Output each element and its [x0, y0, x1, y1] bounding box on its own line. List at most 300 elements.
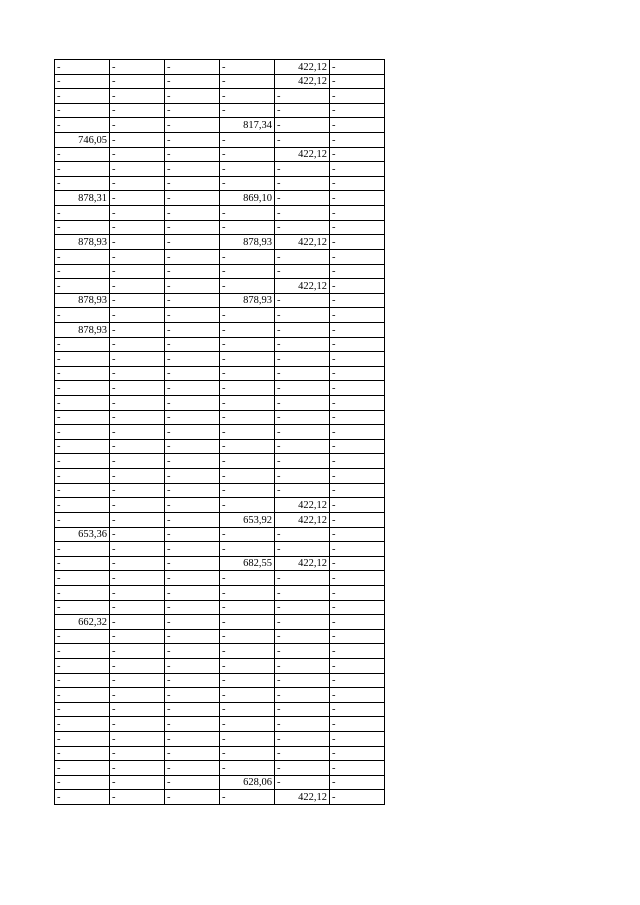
table-cell: -	[55, 103, 110, 118]
table-row	[55, 746, 385, 761]
table-cell: -	[165, 585, 220, 600]
table-cell: -	[220, 410, 275, 425]
table-cell: -	[110, 176, 165, 191]
table-row	[55, 162, 385, 177]
table-cell: -	[330, 498, 385, 513]
table-cell: -	[330, 761, 385, 776]
table-row	[55, 425, 385, 440]
table-cell: -	[165, 673, 220, 688]
table-cell: -	[330, 410, 385, 425]
table-cell: -	[165, 512, 220, 527]
table-cell: -	[165, 498, 220, 513]
table-cell: -	[110, 600, 165, 615]
table-cell: -	[165, 702, 220, 717]
table-cell: -	[55, 396, 110, 411]
table-cell: -	[220, 381, 275, 396]
table-row	[55, 658, 385, 673]
table-cell: -	[55, 469, 110, 484]
table-cell: -	[110, 322, 165, 337]
table-cell: -	[275, 702, 330, 717]
table-cell: -	[110, 206, 165, 221]
table-cell: 422,12	[275, 147, 330, 162]
table-cell: -	[275, 249, 330, 264]
table-cell: -	[165, 790, 220, 805]
table-cell: -	[330, 249, 385, 264]
table-cell: -	[55, 352, 110, 367]
table-cell: 422,12	[275, 512, 330, 527]
table-cell: -	[55, 585, 110, 600]
table-cell: -	[220, 220, 275, 235]
table-cell: -	[165, 293, 220, 308]
table-cell: -	[220, 308, 275, 323]
table-cell: -	[220, 352, 275, 367]
table-cell: -	[165, 279, 220, 294]
table-cell: -	[330, 176, 385, 191]
table-row	[55, 585, 385, 600]
table-cell: -	[330, 542, 385, 557]
table-cell: -	[55, 366, 110, 381]
table-row	[55, 147, 385, 162]
table-cell: -	[220, 746, 275, 761]
table-cell: -	[330, 396, 385, 411]
table-cell: -	[330, 512, 385, 527]
table-cell: -	[55, 498, 110, 513]
table-cell: 746,05	[55, 133, 110, 148]
table-cell: -	[165, 220, 220, 235]
table-cell: -	[330, 191, 385, 206]
table-row	[55, 103, 385, 118]
table-cell: -	[55, 746, 110, 761]
table-cell: -	[275, 396, 330, 411]
table-cell: -	[110, 483, 165, 498]
table-cell: -	[110, 469, 165, 484]
table-row	[55, 381, 385, 396]
table-row	[55, 761, 385, 776]
table-cell: -	[275, 337, 330, 352]
table-cell: -	[275, 746, 330, 761]
table-cell: -	[165, 206, 220, 221]
table-cell: -	[110, 264, 165, 279]
table-cell: -	[220, 264, 275, 279]
table-cell: -	[110, 293, 165, 308]
table-row	[55, 308, 385, 323]
table-cell: -	[330, 235, 385, 250]
table-cell: -	[55, 600, 110, 615]
table-cell: -	[55, 147, 110, 162]
table-cell: -	[330, 366, 385, 381]
table-cell: -	[220, 469, 275, 484]
table-cell: -	[220, 600, 275, 615]
table-cell: -	[55, 308, 110, 323]
table-cell: -	[220, 498, 275, 513]
table-cell: -	[55, 118, 110, 133]
table-cell: -	[165, 732, 220, 747]
table-cell: -	[55, 249, 110, 264]
table-cell: -	[275, 352, 330, 367]
table-cell: -	[330, 556, 385, 571]
table-cell: -	[55, 790, 110, 805]
table-cell: -	[330, 439, 385, 454]
table-cell: -	[275, 600, 330, 615]
table-cell: -	[110, 688, 165, 703]
table-cell: -	[330, 220, 385, 235]
table-cell: -	[165, 235, 220, 250]
table-cell: -	[275, 454, 330, 469]
table-row	[55, 337, 385, 352]
table-cell: -	[330, 702, 385, 717]
table-cell: 878,93	[55, 235, 110, 250]
table-cell: -	[220, 176, 275, 191]
table-cell: -	[110, 585, 165, 600]
table-cell: -	[330, 673, 385, 688]
table-cell: -	[165, 425, 220, 440]
table-cell: -	[275, 644, 330, 659]
table-cell: -	[330, 527, 385, 542]
table-cell: -	[275, 717, 330, 732]
table-row	[55, 60, 385, 75]
table-cell: -	[165, 191, 220, 206]
table-row	[55, 571, 385, 586]
table-cell: -	[220, 483, 275, 498]
table-cell: -	[220, 206, 275, 221]
table-cell: -	[165, 469, 220, 484]
table-cell: -	[110, 162, 165, 177]
table-cell: -	[165, 483, 220, 498]
table-row	[55, 118, 385, 133]
table-cell: 817,34	[220, 118, 275, 133]
table-cell: 878,93	[55, 322, 110, 337]
table-cell: -	[110, 571, 165, 586]
table-cell: -	[110, 732, 165, 747]
table-cell: -	[55, 264, 110, 279]
table-cell: -	[110, 352, 165, 367]
table-cell: 422,12	[275, 279, 330, 294]
table-row	[55, 717, 385, 732]
table-cell: -	[275, 673, 330, 688]
table-cell: -	[275, 425, 330, 440]
table-cell: -	[165, 410, 220, 425]
table-cell: -	[220, 279, 275, 294]
table-cell: -	[165, 147, 220, 162]
table-cell: -	[220, 542, 275, 557]
table-cell: -	[330, 337, 385, 352]
table-cell: -	[110, 498, 165, 513]
table-cell: -	[165, 556, 220, 571]
table-cell: -	[110, 556, 165, 571]
table-cell: -	[165, 615, 220, 630]
table-cell: -	[110, 396, 165, 411]
table-cell: -	[110, 425, 165, 440]
table-cell: -	[275, 322, 330, 337]
table-row	[55, 235, 385, 250]
table-row	[55, 264, 385, 279]
table-cell: -	[55, 673, 110, 688]
table-cell: -	[330, 293, 385, 308]
table-cell: -	[330, 118, 385, 133]
table-cell: -	[330, 279, 385, 294]
table-cell: -	[275, 264, 330, 279]
table-cell: -	[330, 600, 385, 615]
table-cell: -	[110, 410, 165, 425]
table-cell: -	[55, 629, 110, 644]
table-cell: 878,93	[220, 293, 275, 308]
table-cell: -	[165, 176, 220, 191]
table-cell: -	[275, 89, 330, 104]
table-cell: -	[165, 366, 220, 381]
table-cell: -	[275, 381, 330, 396]
table-cell: -	[110, 381, 165, 396]
table-row	[55, 220, 385, 235]
table-cell: -	[330, 615, 385, 630]
table-cell: -	[275, 206, 330, 221]
table-cell: -	[55, 644, 110, 659]
table-cell: -	[110, 308, 165, 323]
table-row	[55, 322, 385, 337]
table-cell: -	[275, 483, 330, 498]
table-row	[55, 176, 385, 191]
table-cell: 628,06	[220, 775, 275, 790]
table-row	[55, 249, 385, 264]
table-cell: -	[275, 775, 330, 790]
table-cell: -	[275, 542, 330, 557]
table-row	[55, 206, 385, 221]
table-cell: -	[330, 133, 385, 148]
table-row	[55, 89, 385, 104]
table-cell: -	[220, 629, 275, 644]
table-cell: -	[110, 147, 165, 162]
table-cell: -	[165, 746, 220, 761]
table-cell: -	[110, 249, 165, 264]
table-cell: -	[275, 629, 330, 644]
table-cell: -	[220, 396, 275, 411]
table-cell: -	[330, 264, 385, 279]
table-cell: -	[330, 717, 385, 732]
table-cell: -	[275, 293, 330, 308]
table-row	[55, 74, 385, 89]
table-cell: 422,12	[275, 790, 330, 805]
table-cell: -	[55, 571, 110, 586]
table-cell: -	[55, 337, 110, 352]
table-cell: -	[165, 454, 220, 469]
table-cell: -	[110, 366, 165, 381]
table-cell: -	[220, 761, 275, 776]
table-cell: -	[275, 527, 330, 542]
table-row	[55, 790, 385, 805]
table-cell: -	[330, 60, 385, 75]
table-cell: -	[275, 220, 330, 235]
table-cell: 878,93	[55, 293, 110, 308]
table-cell: -	[110, 133, 165, 148]
table-row	[55, 673, 385, 688]
table-cell: -	[110, 60, 165, 75]
table-cell: -	[55, 439, 110, 454]
table-row	[55, 454, 385, 469]
table-cell: -	[220, 103, 275, 118]
table-cell: -	[275, 133, 330, 148]
table-cell: -	[220, 425, 275, 440]
table-cell: -	[330, 571, 385, 586]
table-cell: -	[275, 658, 330, 673]
table-cell: -	[110, 74, 165, 89]
table-row	[55, 600, 385, 615]
table-cell: 662,32	[55, 615, 110, 630]
table-row	[55, 615, 385, 630]
table-cell: -	[165, 89, 220, 104]
table-row	[55, 688, 385, 703]
table-cell: -	[165, 527, 220, 542]
table-cell: -	[330, 585, 385, 600]
table-cell: -	[55, 206, 110, 221]
table-cell: -	[55, 542, 110, 557]
table-cell: -	[55, 483, 110, 498]
table-cell: -	[220, 688, 275, 703]
table-cell: -	[110, 103, 165, 118]
table-cell: -	[55, 220, 110, 235]
table-cell: -	[220, 337, 275, 352]
table-cell: -	[55, 512, 110, 527]
table-cell: -	[330, 732, 385, 747]
table-cell: -	[330, 147, 385, 162]
table-cell: -	[55, 60, 110, 75]
table-cell: -	[165, 658, 220, 673]
table-cell: -	[165, 337, 220, 352]
table-row	[55, 133, 385, 148]
table-row	[55, 483, 385, 498]
table-cell: -	[220, 439, 275, 454]
table-cell: -	[110, 542, 165, 557]
table-cell: -	[55, 89, 110, 104]
table-row	[55, 439, 385, 454]
table-cell: -	[165, 644, 220, 659]
table-cell: -	[165, 629, 220, 644]
table-cell: -	[110, 235, 165, 250]
table-cell: -	[165, 118, 220, 133]
table-cell: -	[110, 673, 165, 688]
table-cell: -	[275, 103, 330, 118]
table-cell: -	[165, 571, 220, 586]
table-cell: -	[55, 556, 110, 571]
table-cell: -	[110, 717, 165, 732]
table-cell: -	[330, 206, 385, 221]
table-cell: -	[55, 176, 110, 191]
table-cell: -	[165, 308, 220, 323]
table-cell: 653,36	[55, 527, 110, 542]
table-cell: -	[275, 118, 330, 133]
table-cell: -	[220, 615, 275, 630]
table-cell: -	[165, 264, 220, 279]
table-cell: -	[220, 89, 275, 104]
table-cell: -	[55, 279, 110, 294]
table-cell: -	[220, 133, 275, 148]
table-cell: -	[110, 658, 165, 673]
table-cell: -	[165, 775, 220, 790]
table-cell: -	[330, 308, 385, 323]
table-cell: -	[55, 761, 110, 776]
table-cell: -	[330, 162, 385, 177]
table-cell: -	[55, 74, 110, 89]
table-row	[55, 542, 385, 557]
table-cell: -	[110, 89, 165, 104]
table-cell: 422,12	[275, 60, 330, 75]
table-cell: -	[55, 425, 110, 440]
table-cell: -	[275, 308, 330, 323]
table-cell: -	[165, 396, 220, 411]
table-cell: -	[110, 761, 165, 776]
table-cell: -	[220, 658, 275, 673]
table-cell: -	[220, 322, 275, 337]
table-row	[55, 732, 385, 747]
table-cell: -	[55, 717, 110, 732]
table-row	[55, 366, 385, 381]
table-row	[55, 396, 385, 411]
table-cell: -	[220, 644, 275, 659]
table-cell: -	[330, 425, 385, 440]
table-row	[55, 352, 385, 367]
table-row	[55, 527, 385, 542]
table-cell: -	[110, 629, 165, 644]
table-cell: -	[220, 571, 275, 586]
table-cell: -	[165, 162, 220, 177]
table-row	[55, 410, 385, 425]
table-row	[55, 629, 385, 644]
table-cell: -	[110, 279, 165, 294]
table-cell: -	[110, 512, 165, 527]
table-cell: -	[110, 615, 165, 630]
table-cell: -	[110, 702, 165, 717]
table-cell: -	[165, 352, 220, 367]
table-cell: -	[330, 629, 385, 644]
table-cell: -	[165, 688, 220, 703]
table-cell: -	[330, 454, 385, 469]
table-cell: -	[110, 220, 165, 235]
table-cell: -	[55, 732, 110, 747]
table-cell: -	[165, 381, 220, 396]
table-row	[55, 556, 385, 571]
table-cell: 682,55	[220, 556, 275, 571]
table-cell: -	[55, 454, 110, 469]
table-cell: -	[55, 688, 110, 703]
table-row	[55, 702, 385, 717]
table-cell: -	[275, 732, 330, 747]
table-cell: -	[275, 191, 330, 206]
table-cell: 422,12	[275, 556, 330, 571]
table-cell: -	[220, 717, 275, 732]
table-cell: -	[55, 381, 110, 396]
table-row	[55, 775, 385, 790]
data-table	[54, 59, 385, 805]
table-cell: -	[220, 366, 275, 381]
table-cell: -	[220, 673, 275, 688]
table-cell: -	[275, 162, 330, 177]
table-cell: -	[110, 775, 165, 790]
table-cell: -	[330, 644, 385, 659]
table-cell: -	[220, 162, 275, 177]
table-cell: -	[55, 658, 110, 673]
table-cell: 422,12	[275, 74, 330, 89]
table-cell: -	[165, 60, 220, 75]
table-cell: -	[275, 585, 330, 600]
table-row	[55, 469, 385, 484]
table-body	[55, 60, 385, 805]
table-cell: 869,10	[220, 191, 275, 206]
table-cell: -	[165, 717, 220, 732]
table-cell: -	[110, 118, 165, 133]
table-cell: 878,31	[55, 191, 110, 206]
table-cell: -	[220, 249, 275, 264]
table-cell: -	[330, 775, 385, 790]
table-cell: -	[330, 103, 385, 118]
table-cell: -	[165, 103, 220, 118]
